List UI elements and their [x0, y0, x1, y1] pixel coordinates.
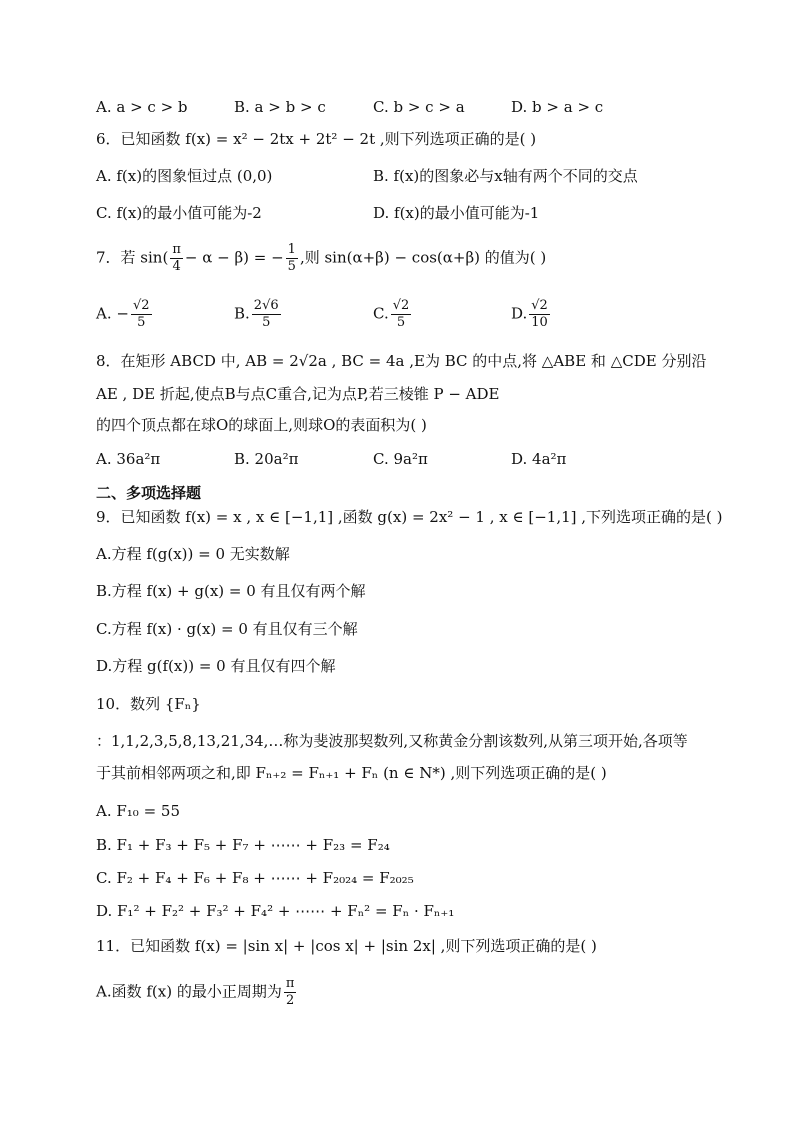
- q7-stem-mid: − α − β) = −: [184, 248, 284, 267]
- frac-denominator: 4: [172, 259, 181, 274]
- q7-fraction-one-fifth: [286, 242, 298, 275]
- q9-option-a: A.方程 f(g(x)) = 0 无实数解: [96, 545, 290, 563]
- option-text: A.函数 f(x) 的最小正周期为: [96, 982, 282, 1001]
- option-label: B.: [234, 304, 250, 323]
- section-heading-multi-choice: 二、多项选择题: [96, 484, 202, 502]
- q7-c-fraction: [391, 298, 412, 331]
- q10-line-2: ：1,1,2,3,5,8,13,21,34,…称为斐波那契数列,又称黄金分割该数列,从第三项开始,各项等: [96, 732, 688, 750]
- option-label: C.: [373, 304, 389, 323]
- frac-numerator: √2: [392, 298, 410, 313]
- frac-denominator: 5: [137, 315, 146, 330]
- frac-numerator: √2: [132, 298, 150, 313]
- frac-numerator: 2√6: [253, 298, 279, 313]
- q7-stem-pre: 7．若 sin(: [96, 248, 169, 267]
- q11-stem: 11．已知函数 f(x) = |sin x| + |cos x| + |sin 2x| ,则下列选项正确的是( ): [96, 937, 597, 955]
- q11-a-fraction: [284, 976, 297, 1009]
- q10-option-b: B. F₁ + F₃ + F₅ + F₇ + ⋯⋯ + F₂₃ = F₂₄: [96, 836, 390, 854]
- q6-option-a: A. f(x)的图象恒过点 (0,0): [96, 167, 273, 185]
- q8-option-d: D. 4a²π: [511, 450, 567, 468]
- q5-option-c: C. b > c > a: [373, 98, 465, 116]
- q8-line-3: 的四个顶点都在球O的球面上,则球O的表面积为( ): [96, 416, 427, 434]
- q8-option-b: B. 20a²π: [234, 450, 299, 468]
- q5-option-d: D. b > a > c: [511, 98, 604, 116]
- q7-d-fraction: [529, 298, 550, 331]
- q7-stem-post: ,则 sin(α+β) − cos(α+β) 的值为( ): [299, 248, 547, 267]
- q9-option-d: D.方程 g(f(x)) = 0 有且仅有四个解: [96, 657, 336, 675]
- q11-option-a: [96, 976, 298, 1009]
- q9-stem: 9．已知函数 f(x) = x , x ∈ [−1,1] ,函数 g(x) = 2x² − 1 , x ∈ [−1,1] ,下列选项正确的是( ): [96, 508, 723, 526]
- q10-stem: 10．数列 {Fₙ}: [96, 695, 201, 713]
- frac-denominator: 5: [262, 315, 271, 330]
- q6-option-c: C. f(x)的最小值可能为-2: [96, 204, 262, 222]
- frac-numerator: √2: [531, 298, 548, 313]
- frac-denominator: 5: [287, 259, 296, 274]
- frac-numerator: π: [285, 976, 295, 991]
- q6-option-b: B. f(x)的图象必与x轴有两个不同的交点: [373, 167, 638, 185]
- q10-line-3: 于其前相邻两项之和,即 Fₙ₊₂ = Fₙ₊₁ + Fₙ (n ∈ N*) ,则下列选项正确的是( ): [96, 764, 607, 782]
- q7-option-d: [511, 298, 552, 331]
- frac-denominator: 10: [531, 315, 548, 330]
- q7-a-fraction: [131, 298, 152, 331]
- q7-option-b: [234, 298, 283, 331]
- option-label: A. −: [96, 304, 129, 323]
- q7-option-a: [96, 298, 154, 331]
- q8-option-c: C. 9a²π: [373, 450, 428, 468]
- q9-option-b: B.方程 f(x) + g(x) = 0 有且仅有两个解: [96, 582, 366, 600]
- q7-stem: [96, 242, 546, 275]
- q10-option-d: D. F₁² + F₂² + F₃² + F₄² + ⋯⋯ + Fₙ² = Fₙ · Fₙ₊₁: [96, 902, 455, 920]
- q6-stem: 6．已知函数 f(x) = x² − 2tx + 2t² − 2t ,则下列选项正确的是( ): [96, 130, 537, 148]
- q10-option-a: A. F₁₀ = 55: [96, 802, 180, 820]
- option-label: D.: [511, 304, 528, 323]
- q7-fraction-pi-over-4: [170, 242, 183, 275]
- frac-denominator: 5: [396, 315, 406, 330]
- q9-option-c: C.方程 f(x) · g(x) = 0 有且仅有三个解: [96, 620, 358, 638]
- frac-denominator: 2: [285, 993, 295, 1008]
- q8-line-2: AE , DE 折起,使点B与点C重合,记为点P,若三棱锥 P − ADE: [96, 385, 500, 403]
- q7-b-fraction: [252, 298, 281, 331]
- frac-numerator: 1: [287, 242, 296, 257]
- q8-line-1: 8．在矩形 ABCD 中, AB = 2√2a , BC = 4a ,E为 BC 的中点,将 △ABE 和 △CDE 分别沿: [96, 352, 707, 370]
- q10-option-c: C. F₂ + F₄ + F₆ + F₈ + ⋯⋯ + F₂₀₂₄ = F₂₀₂₅: [96, 869, 414, 887]
- q7-option-c: [373, 298, 413, 331]
- q6-option-d: D. f(x)的最小值可能为-1: [373, 204, 540, 222]
- q5-option-a: A. a > c > b: [96, 98, 188, 116]
- frac-numerator: π: [172, 242, 181, 257]
- q5-option-b: B. a > b > c: [234, 98, 326, 116]
- q8-option-a: A. 36a²π: [96, 450, 161, 468]
